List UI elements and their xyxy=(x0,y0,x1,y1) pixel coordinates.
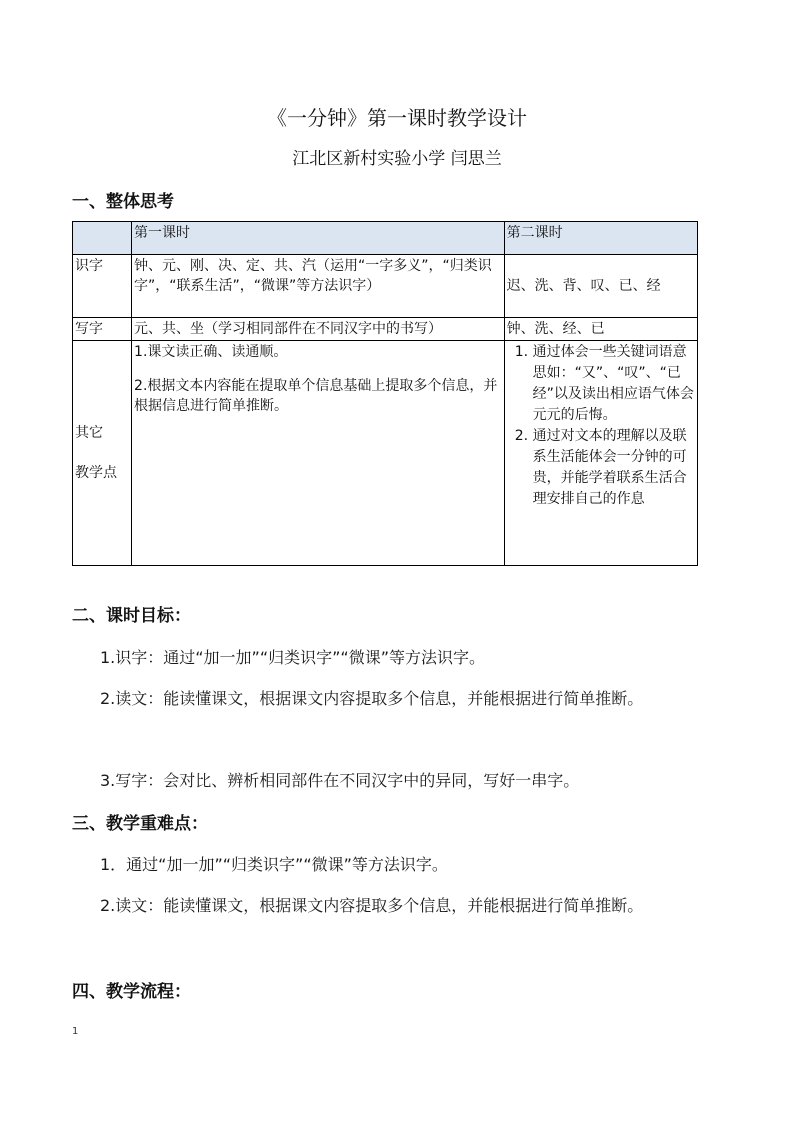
document-title: 《一分钟》第一课时教学设计 xyxy=(267,106,527,130)
other-second-points-list xyxy=(507,342,695,510)
row-label-other-line2: 教学点 xyxy=(75,465,117,481)
row-label-other xyxy=(73,341,132,566)
table-header-first-lesson: 第一课时 xyxy=(132,222,505,255)
goal-item-reading: 2.读文：能读懂课文，根据课文内容提取多个信息，并能根据进行简单推断。 xyxy=(100,689,644,708)
other-second-point-2: 2. 通过对文本的理解以及联系生活能体会一分钟的可贵，并能学着联系生活合理安排自己的作息 xyxy=(533,426,695,510)
goal-item-writing: 3.写字：会对比、辨析相同部件在不同汉字中的异同，写好一串字。 xyxy=(100,771,580,790)
other-second-point-1: 1. 通过体会一些关键词语意思如：“又”、“叹”、“已经”以及读出相应语气体会元元的后悔。 xyxy=(533,342,695,426)
table-header-second-lesson: 第二课时 xyxy=(504,222,697,255)
key-point-item-2: 2.读文：能读懂课文，根据课文内容提取多个信息，并能根据进行简单推断。 xyxy=(100,896,644,915)
section-heading-process: 四、教学流程： xyxy=(72,982,191,1002)
section-heading-overall-thinking: 一、整体思考 xyxy=(72,192,174,212)
page-number: 1 xyxy=(72,1026,79,1037)
row-label-recognize: 识字 xyxy=(73,255,132,318)
goal-item-recognize: 1.识字：通过“加一加”“归类识字”“微课”等方法识字。 xyxy=(100,648,486,667)
other-first-point-2: 2.根据文本内容能在提取单个信息基础上提取多个信息，并根据信息进行简单推断。 xyxy=(134,378,498,414)
other-first-lesson-cell xyxy=(132,341,505,566)
lesson-overview-table xyxy=(72,221,698,566)
recognize-first-lesson-cell: 钟、元、刚、决、定、共、汽（运用“一字多义”，“归类识字”，“联系生活”，“微课”等方法识字） xyxy=(132,255,505,318)
row-label-other-line1: 其它 xyxy=(75,425,103,441)
other-second-lesson-cell xyxy=(504,341,697,566)
table-row-other xyxy=(73,341,698,566)
section-heading-key-points: 三、教学重难点： xyxy=(72,814,208,834)
write-first-lesson-cell: 元、共、坐（学习相同部件在不同汉字中的书写） xyxy=(132,318,505,341)
key-point-item-1: 1．通过“加一加”“归类识字”“微课”等方法识字。 xyxy=(100,855,448,874)
table-row-write xyxy=(73,318,698,341)
table-row-recognize xyxy=(73,255,698,318)
table-header-row xyxy=(73,222,698,255)
row-label-write: 写字 xyxy=(73,318,132,341)
table-header-blank-cell xyxy=(73,222,132,255)
write-second-lesson-cell: 钟、洗、经、已 xyxy=(504,318,697,341)
section-heading-lesson-goals: 二、课时目标： xyxy=(72,606,191,626)
other-first-point-1: 1.课文读正确、读通顺。 xyxy=(134,344,288,360)
document-author: 江北区新村实验小学 闫思兰 xyxy=(292,149,502,169)
recognize-second-lesson-cell: 迟、洗、背、叹、已、经 xyxy=(504,255,697,318)
